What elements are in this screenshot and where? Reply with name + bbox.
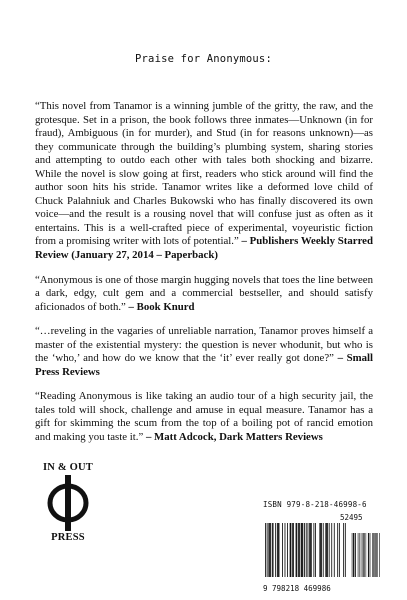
barcode-addon-bar (379, 533, 380, 577)
barcode-bar (321, 523, 322, 577)
barcode-addon-bar (373, 533, 374, 577)
barcode-addon-bar (364, 533, 365, 577)
barcode-image (263, 509, 381, 579)
barcode-bar (292, 523, 293, 577)
review-text: “Anonymous is one of those margin hugging novels that toes the line between a dark, edgy, cult gem and a commercial bestseller, and should satisfy aficionados of both.” (35, 273, 373, 313)
review-dark-matters (35, 390, 373, 444)
barcode-addon-bar (355, 533, 356, 577)
barcode-bar (311, 523, 312, 577)
barcode-addon-bar (361, 533, 362, 577)
barcode-addon: 52495 (340, 513, 363, 522)
barcode-bar (309, 523, 310, 577)
barcode-bar (343, 523, 344, 577)
barcode-addon-bar (363, 533, 364, 577)
barcode-bar (302, 523, 303, 577)
review-small-press (35, 325, 373, 379)
barcode-addon-bar (370, 533, 371, 577)
barcode-bar (315, 523, 316, 577)
barcode-bar (310, 523, 311, 577)
praise-heading: Praise for Anonymous: (135, 53, 272, 65)
barcode-bar (326, 523, 327, 577)
barcode-addon-bar (374, 533, 375, 577)
review-text: “This novel from Tanamor is a winning jumble of the gritty, the raw, and the grotesque. Set in a prison, the book follows three inmates—Unknown (in for fraud), Ambiguous (in for murder), and Stud (in for reasons unknown)—as they communicate through the building’s plumbing system, sharing stories and attempting to outdo each other with tales both shocking and bizarre. While the novel is slow going at first, readers who stick around will find the author soon hits his stride. Tanamor writes like a deformed love child of Chuck Palahniuk and Charles Bukowski who has finally discovered its own voice—and the result is a rousing novel that will confuse just as often as it entertains. This is a well-crafted piece of experimental, voyeuristic fiction from a promising writer with lots of potential.” (35, 100, 373, 248)
barcode-addon-bar (352, 533, 353, 577)
barcode-bar (291, 523, 292, 577)
barcode-addon-bar (354, 533, 355, 577)
barcode-bar (279, 523, 280, 577)
barcode-bar (298, 523, 299, 577)
review-source: – Matt Adcock, Dark Matters Reviews (143, 431, 323, 444)
isbn-label: ISBN 979-8-218-46998-6 (263, 500, 367, 509)
barcode-bar (267, 523, 268, 577)
review-source: – Small Press Reviews (35, 352, 373, 378)
barcode-addon-bar (368, 533, 369, 577)
review-book-knurd (35, 274, 373, 315)
publisher-logo (32, 462, 104, 543)
barcode-bar (285, 523, 286, 577)
barcode-bar (270, 523, 271, 577)
barcode-bar (275, 523, 276, 577)
barcode-bar (301, 523, 302, 577)
barcode-bar (334, 523, 335, 577)
reviews-list (35, 100, 373, 456)
barcode-addon-bar (359, 533, 360, 577)
barcode-addon-bar (363, 533, 364, 577)
barcode-bar (272, 523, 273, 577)
barcode-bar (339, 523, 340, 577)
barcode-bar (319, 523, 320, 577)
barcode-addon-bar (355, 533, 356, 577)
barcode-bar (273, 523, 274, 577)
barcode-bar (306, 523, 307, 577)
barcode-bar (337, 523, 338, 577)
barcode-addon-bar (369, 533, 370, 577)
review-text: “…reveling in the vagaries of unreliable narration, Tanamor proves himself a master of the existential mystery: the question is never whodunit, but who is the ‘who,’ and how do we know that the ‘it’ ever really got done?” (35, 325, 373, 365)
barcode-bar (299, 523, 300, 577)
review-text: “Reading Anonymous is like taking an audio tour of a high security jail, the tales told will shock, challenge and amuse in equal measure. Tanamor has a gift for skimming the scum from the top of a boiling pot of rancid emotion and making you taste it.” (35, 390, 373, 444)
barcode-addon-bar (358, 533, 359, 577)
review-publishers-weekly (35, 100, 373, 263)
review-source: – Book Knurd (125, 300, 195, 313)
barcode-bar (278, 523, 279, 577)
review-source: – Publishers Weekly Starred Review (January 27, 2014 – Paperback) (35, 235, 373, 262)
barcode-bar (320, 523, 321, 577)
barcode-bar (268, 523, 269, 577)
barcode-addon-bar (375, 533, 376, 577)
barcode-bar (296, 523, 297, 577)
barcode-addon-bar (353, 533, 354, 577)
barcode-bar (290, 523, 291, 577)
barcode-bar (287, 523, 288, 577)
barcode-bar (331, 523, 332, 577)
barcode-bar (323, 523, 324, 577)
barcode-bar (313, 523, 314, 577)
barcode-bar (282, 523, 283, 577)
barcode-bar (296, 523, 297, 577)
barcode-bar (302, 523, 303, 577)
barcode-addon-bar (376, 533, 377, 577)
barcode-addon-bar (372, 533, 373, 577)
publisher-name-top: IN & OUT (42, 462, 94, 473)
barcode-addon-bar (366, 533, 367, 577)
barcode-bar (329, 523, 330, 577)
barcode-area (263, 500, 381, 593)
barcode-bar (293, 523, 294, 577)
phi-logo-icon (45, 475, 91, 531)
barcode-digits: 9 798218 469986 (263, 584, 331, 593)
barcode-bar (325, 523, 326, 577)
barcode-bar (308, 523, 309, 577)
barcode-bar (269, 523, 270, 577)
barcode-bar (265, 523, 266, 577)
barcode-addon-bar (377, 533, 378, 577)
barcode-bar (327, 523, 328, 577)
barcode-bar (345, 523, 346, 577)
barcode-bar (304, 523, 305, 577)
publisher-name-bottom: PRESS (51, 532, 85, 543)
barcode-bar (277, 523, 278, 577)
